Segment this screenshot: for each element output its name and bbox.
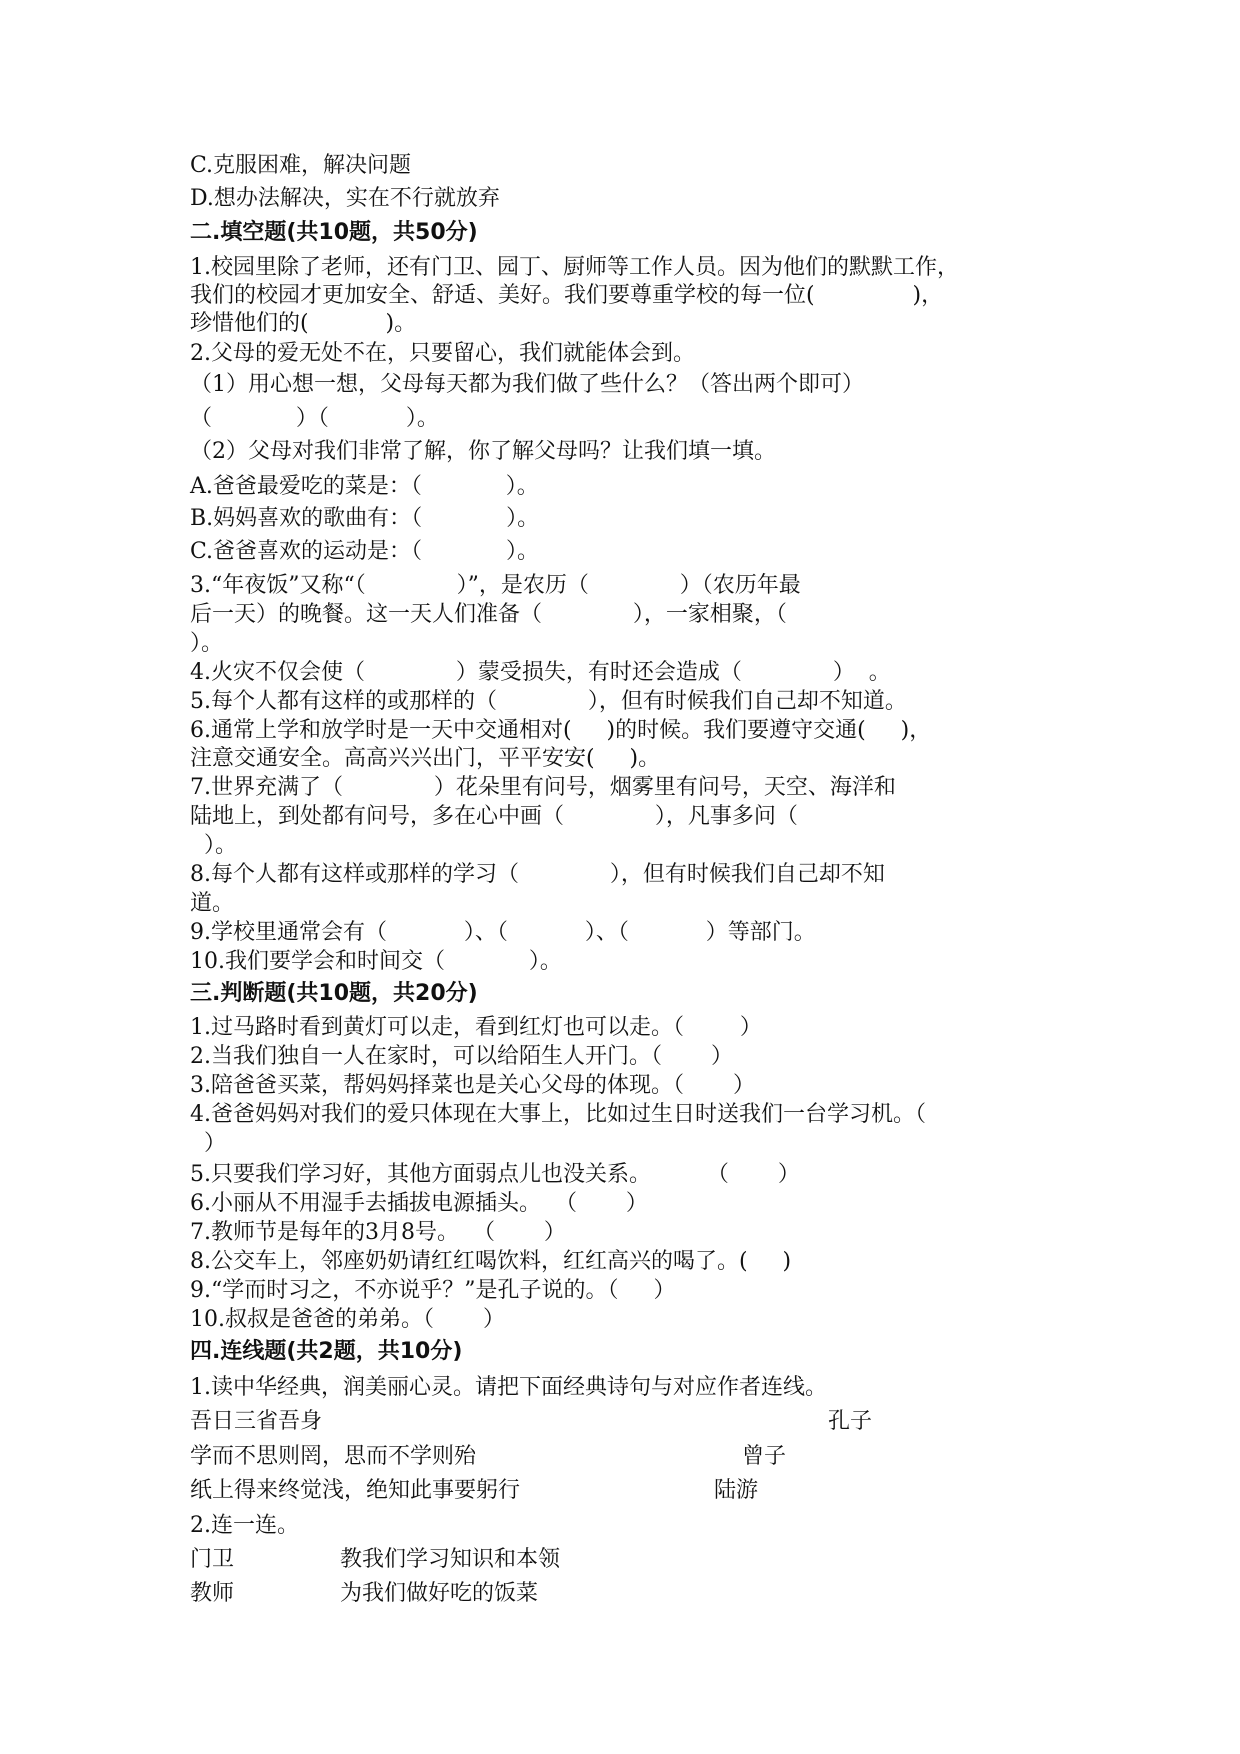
fill-line: （2）父母对我们非常了解，你了解父母吗？让我们填一填。 (190, 439, 776, 464)
judge-line: 9.“学而时习之，不亦说乎？”是孔子说的。（ ） (190, 1278, 676, 1303)
fill-line: 7.世界充满了（ ）花朵里有问号，烟雾里有问号，天空、海洋和 (190, 775, 896, 800)
judge-line: 8.公交车上，邻座奶奶请红红喝饮料，红红高兴的喝了。( ) (190, 1249, 792, 1274)
section-heading-true-false: 三.判断题(共10题，共20分) (190, 981, 478, 1006)
fill-line: 6.通常上学和放学时是一天中交通相对( )的时候。我们要遵守交通( )， (190, 718, 932, 743)
matching-q1-left-item: 吾日三省吾身 (190, 1409, 323, 1434)
matching-q2-prompt: 2.连一连。 (190, 1513, 299, 1538)
judge-line: 1.过马路时看到黄灯可以走，看到红灯也可以走。（ ） (190, 1015, 762, 1040)
fill-line: A.爸爸最爱吃的菜是：（ ）。 (190, 474, 539, 499)
fill-line: 1.校园里除了老师，还有门卫、园丁、厨师等工作人员。因为他们的默默工作， (190, 255, 959, 280)
matching-q1-right-item: 陆游 (714, 1478, 759, 1503)
fill-line: ）。 (190, 631, 224, 656)
fill-line: 5.每个人都有这样的或那样的（ ），但有时候我们自己却不知道。 (190, 689, 907, 714)
fill-line: 道。 (190, 891, 235, 916)
section-heading-fill-in: 二.填空题(共10题，共50分) (190, 220, 478, 245)
matching-q2-left-item: 教师 (190, 1581, 235, 1606)
fill-line: C.爸爸喜欢的运动是：（ ）。 (190, 539, 539, 564)
matching-q1-right-item: 曾子 (742, 1444, 787, 1469)
matching-q1-left-item: 学而不思则罔，思而不学则殆 (190, 1444, 477, 1469)
fill-line: （1）用心想一想，父母每天都为我们做了些什么？（答出两个即可） (190, 372, 864, 397)
judge-line: 7.教师节是每年的3月8号。 （ ） (190, 1220, 566, 1245)
matching-q1-prompt: 1.读中华经典，润美丽心灵。请把下面经典诗句与对应作者连线。 (190, 1375, 827, 1400)
fill-line: （ ）（ ）。 (190, 406, 439, 431)
fill-line: 8.每个人都有这样或那样的学习（ ），但有时候我们自己却不知 (190, 862, 885, 887)
fill-line: 9.学校里通常会有（ ）、（ ）、（ ）等部门。 (190, 920, 816, 945)
matching-q2-left-item: 门卫 (190, 1547, 235, 1572)
fill-line: B.妈妈喜欢的歌曲有：（ ）。 (190, 506, 540, 531)
judge-line: 5.只要我们学习好，其他方面弱点儿也没关系。 （ ） (190, 1162, 800, 1187)
fill-line: 陆地上，到处都有问号，多在心中画（ ），凡事多问（ (190, 804, 798, 829)
matching-q2-right-item: 教我们学习知识和本领 (340, 1547, 561, 1572)
judge-line: ） (190, 1131, 226, 1156)
fill-line: 后一天）的晚餐。这一天人们准备（ ），一家相聚，（ (190, 602, 787, 627)
option-c: C.克服困难，解决问题 (190, 153, 412, 178)
fill-line: 我们的校园才更加安全、舒适、美好。我们要尊重学校的每一位( )， (190, 283, 944, 308)
fill-line: 4.火灾不仅会使（ ）蒙受损失，有时还会造成（ ） 。 (190, 660, 891, 685)
fill-line: 2.父母的爱无处不在，只要留心，我们就能体会到。 (190, 341, 695, 366)
judge-line: 2.当我们独自一人在家时，可以给陌生人开门。（ ） (190, 1044, 733, 1069)
fill-line: 注意交通安全。高高兴兴出门，平平安安( )。 (190, 746, 661, 771)
judge-line: 3.陪爸爸买菜，帮妈妈择菜也是关心父母的体现。（ ） (190, 1073, 755, 1098)
fill-line: 珍惜他们的( )。 (190, 311, 417, 336)
judge-line: 6.小丽从不用湿手去插拔电源插头。 （ ） (190, 1191, 648, 1216)
judge-line: 10.叔叔是爸爸的弟弟。（ ） (190, 1307, 505, 1332)
matching-q1-left-item: 纸上得来终觉浅，绝知此事要躬行 (190, 1478, 521, 1503)
matching-q2-right-item: 为我们做好吃的饭菜 (340, 1581, 539, 1606)
fill-line: 3.“年夜饭”又称“（ ）”，是农历（ ）（农历年最 (190, 573, 801, 598)
option-d: D.想办法解决，实在不行就放弃 (190, 186, 500, 211)
fill-line: ）。 (190, 833, 237, 858)
section-heading-matching: 四.连线题(共2题，共10分) (190, 1339, 463, 1364)
matching-q1-right-item: 孔子 (828, 1409, 873, 1434)
judge-line: 4.爸爸妈妈对我们的爱只体现在大事上，比如过生日时送我们一台学习机。（ (190, 1102, 926, 1127)
fill-line: 10.我们要学会和时间交（ ）。 (190, 949, 562, 974)
